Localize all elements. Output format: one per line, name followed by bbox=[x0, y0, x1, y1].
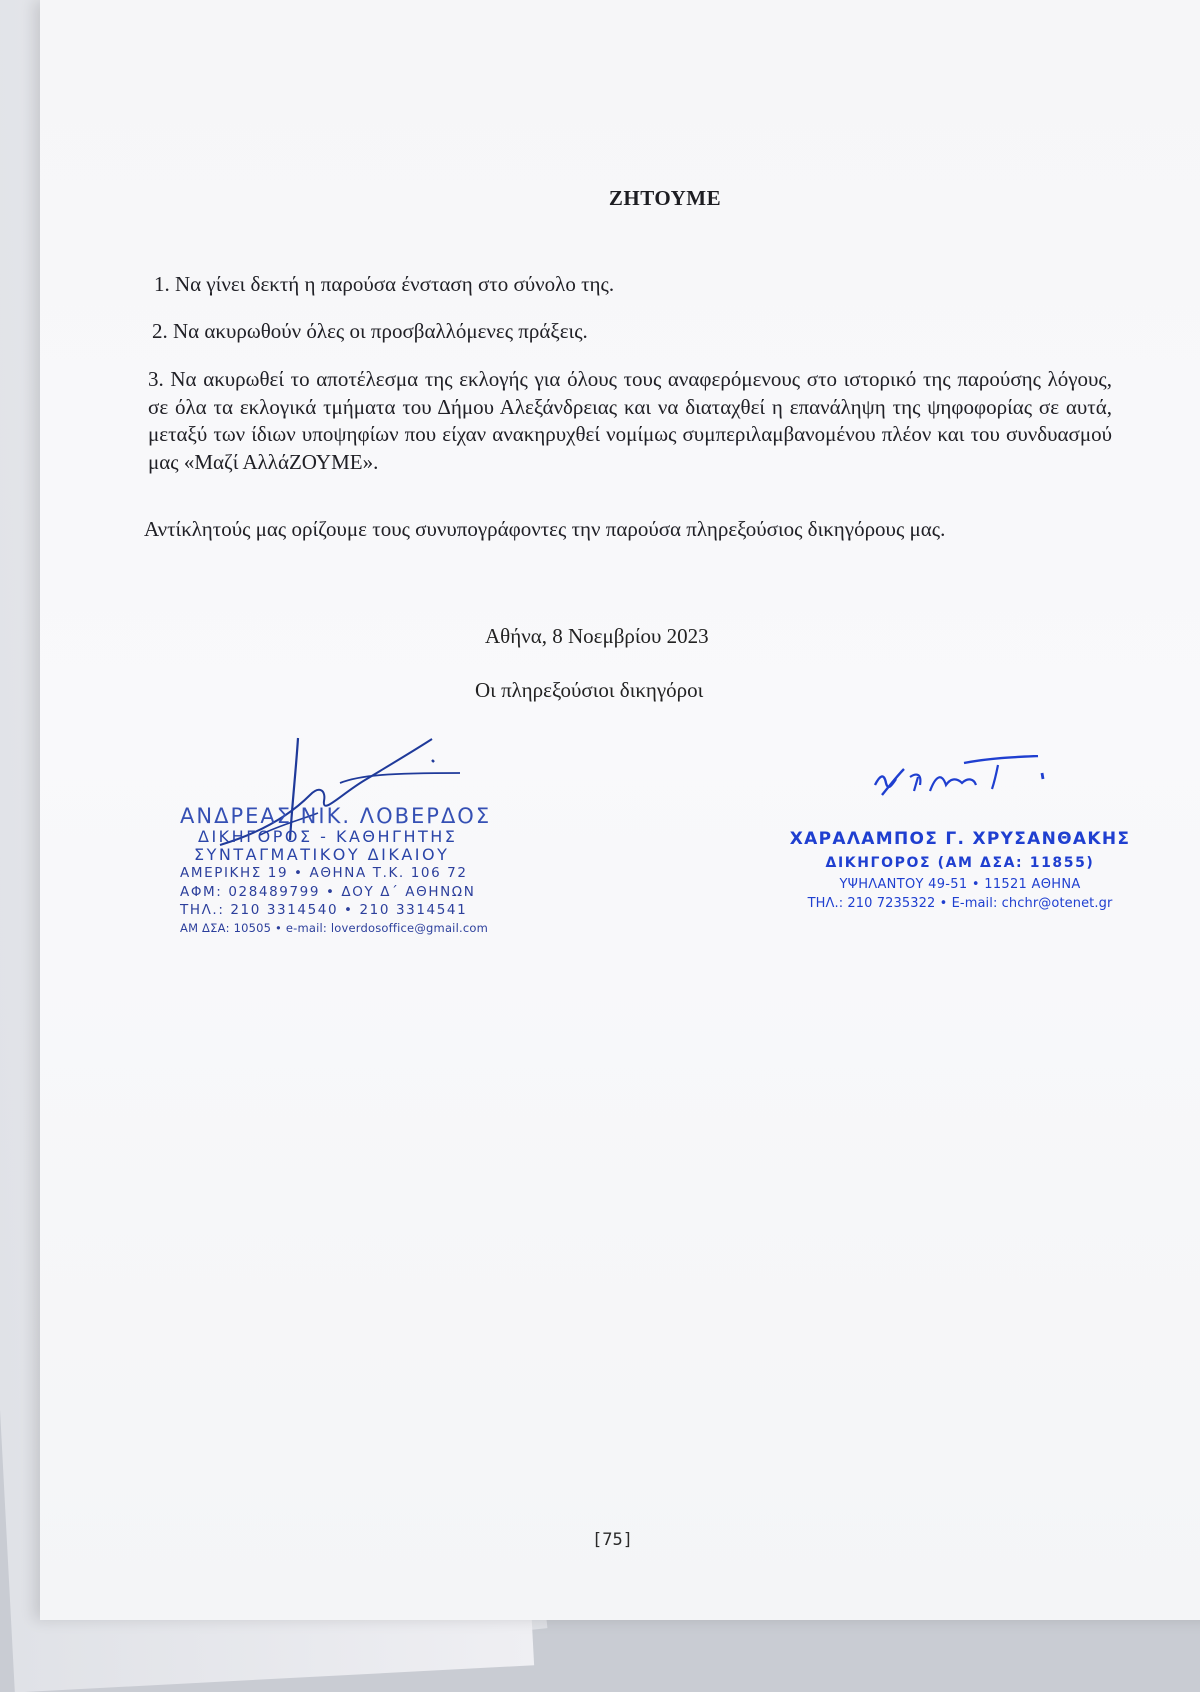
stamp-right-title: ΔΙΚΗΓΟΡΟΣ (ΑΜ ΔΣΑ: 11855) bbox=[825, 855, 1095, 871]
stamp-left-name: ΑΝΔΡΕΑΣ ΝΙΚ. ΛΟΒΕΡΔΟΣ bbox=[180, 804, 492, 828]
document-heading: ΖΗΤΟΥΜΕ bbox=[608, 186, 722, 210]
date-line: Αθήνα, 8 Νοεμβρίου 2023 bbox=[485, 624, 709, 648]
page-number: [75] bbox=[592, 1530, 633, 1550]
stamp-left-title: ΔΙΚΗΓΟΡΟΣ - ΚΑΘΗΓΗΤΗΣ bbox=[198, 827, 458, 846]
request-item-1: 1. Να γίνει δεκτή η παρούσα ένσταση στο σύνολο της. bbox=[154, 272, 615, 296]
closing-statement: Αντίκλητούς μας ορίζουμε τους συνυπογράφοντες την παρούσα πληρεξούσιος δικηγόρους μας. bbox=[144, 517, 946, 541]
stamp-right-name: ΧΑΡΑΛΑΜΠΟΣ Γ. ΧΡΥΣΑΝΘΑΚΗΣ bbox=[789, 829, 1131, 849]
request-item-3: 3. Να ακυρωθεί το αποτέλεσμα της εκλογής για όλους τους αναφερόμενους στο ιστορικό της παρούσης λόγους, σε όλα τα εκλογικά τμήματα του Δήμου Αλεξάνδρειας και να διαταχθεί η επανάληψη της ψηφοφορίας σε αυτά, μεταξύ των ίδιων υποψηφίων που είχαν ανακηρυχθεί νομίμως συμπεριλαμβανομένου πλέον και του συνδυασμού μας «Μαζί ΑλλάΖΟΥΜΕ». bbox=[148, 367, 1112, 474]
signatories-label: Οι πληρεξούσιοι δικηγόροι bbox=[475, 678, 704, 702]
stamp-left-address: ΑΜΕΡΙΚΗΣ 19 • ΑΘΗΝΑ Τ.Κ. 106 72 bbox=[180, 865, 468, 881]
right-signature bbox=[870, 755, 1070, 815]
stamp-left-field: ΣΥΝΤΑΓΜΑΤΙΚΟΥ ΔΙΚΑΙΟΥ bbox=[194, 845, 450, 864]
stamp-left-phone: ΤΗΛ.: 210 3314540 • 210 3314541 bbox=[180, 902, 468, 918]
request-item-2: 2. Να ακυρωθούν όλες οι προσβαλλόμενες πράξεις. bbox=[152, 319, 588, 343]
stamp-left-tax: ΑΦΜ: 028489799 • ΔΟΥ Δ΄ ΑΘΗΝΩΝ bbox=[180, 883, 476, 900]
stamp-left-registry: ΑΜ ΔΣΑ: 10505 • e-mail: loverdosoffice@gmail.com bbox=[180, 920, 488, 935]
stamp-right-contact: ΤΗΛ.: 210 7235322 • E-mail: chchr@otenet.gr bbox=[807, 896, 1113, 911]
stamp-right-address: ΥΨΗΛΑΝΤΟΥ 49-51 • 11521 ΑΘΗΝΑ bbox=[839, 877, 1081, 892]
left-lawyer-stamp bbox=[180, 804, 560, 936]
right-lawyer-stamp bbox=[760, 829, 1160, 911]
